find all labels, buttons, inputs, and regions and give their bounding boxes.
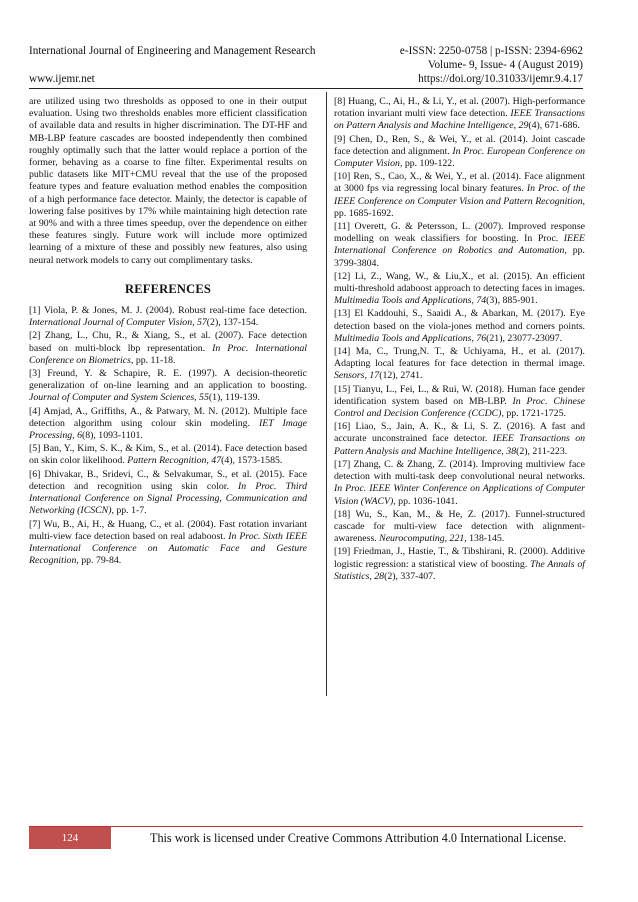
reference-pages: , 138-145. (464, 533, 505, 545)
reference-authors-title: [9] Chen, D., Ren, S., & Wei, Y., et al. (2014). Joint cascade face detection and alignment. (334, 133, 585, 157)
reference-authors-title: [5] Ban, Y., Kim, S. K., & Kim, S., et al. (2014). Face detection based on skin color likelihood. (29, 443, 307, 467)
journal-website[interactable]: www.ijemr.net (29, 73, 95, 85)
page-number-badge: 124 (29, 827, 111, 849)
right-column (334, 96, 585, 584)
reference-authors-title: [12] Li, Z., Wang, W., & Liu,X., et al. (2015). An efficient multi-threshold adaboost approach to detecting faces in images. (334, 270, 585, 295)
left-column (29, 96, 307, 568)
reference-authors-title: [8] Huang, C., Ai, H., & Li, Y., et al. (2007). High-performance rotation invariant multi view face detection. (334, 96, 585, 120)
volume-issue: Volume- 9, Issue- 4 (August 2019) (427, 59, 583, 71)
reference-venue: International Journal of Computer Vision, 57 (29, 317, 207, 329)
reference-item (29, 406, 307, 443)
reference-authors-title: [1] Viola, P. & Jones, M. J. (2004). Robust real-time face detection. (29, 305, 307, 317)
reference-pages: (2), 211-223. (516, 445, 568, 457)
reference-authors-title: [17] Zhang, C. & Zhang, Z. (2014). Improving multiview face detection with multi-task deep convolutional neural networks. (334, 458, 585, 483)
reference-pages: , pp. 11-18. (130, 354, 176, 366)
body-text: are utilized using two thresholds as opposed to one in their output evaluation. Using two thresholds enables more efficient classification of available data and results in higher discrimination. The DT-HF and MB-LBP feature cascades are boosted independently then combined roughly optimally such that the latter would replace a portion of the former, behaving as a coarse to fine filter. Experimental results on public datasets like MIT+CMU reveal that the use of the proposed feature types and feature evaluation method enables the composition of a high performance face detector. Mainly, the detector is capable of lowering false positives by 17% while maintaining high detection rate at 90% and with a three times speedup, over the dependence on either these features singly. Future work will include more optimized learning of a mixture of these and possibly new features, also using neural network models to carry out complimentary tasks. (29, 96, 307, 266)
reference-venue: The Annals of Statistics, 28 (334, 558, 585, 582)
reference-authors-title: [18] Wu, S., Kan, M., & He, Z. (2017). Funnel-structured cascade for multi-view face detection with alignment-awareness. (334, 508, 585, 545)
reference-authors-title: [19] Friedman, J., Hastie, T., & Tibshirani, R. (2000). Additive logistic regression: a statistical view of boosting. (334, 546, 585, 570)
reference-item (334, 221, 585, 270)
reference-venue: Neurocomputing, 221 (379, 533, 465, 545)
reference-authors-title: [10] Ren, S., Cao, X., & Wei, Y., et al. (2014). Face alignment at 3000 fps via regressing local binary features. (334, 171, 585, 195)
reference-authors-title: [13] El Kaddouhi, S., Saaidi A., & Abarkan, M. (2017). Eye detection based on the viola-jones method and corners points. (334, 308, 585, 332)
reference-venue: IEEE Transactions on Pattern Analysis and Machine Intelligence, 29 (334, 108, 585, 132)
reference-item (334, 421, 585, 458)
reference-list-right (334, 96, 585, 583)
reference-pages: (8), 1093-1101. (81, 430, 143, 442)
reference-venue: IET Image Processing, 6 (29, 417, 307, 442)
reference-pages: , pp. 1685-1692. (334, 195, 585, 219)
reference-pages: (3), 885-901. (486, 295, 538, 307)
reference-pages: , pp. 79-84. (76, 555, 122, 567)
reference-venue: IEEE International Conference on Robotics and Automation (334, 233, 585, 257)
reference-authors-title: [2] Zhang, L., Chu, R., & Xiang, S., et al. (2007). Face detection based on multi-block lbp representation. (29, 330, 307, 354)
references-heading: REFERENCES (124, 281, 212, 296)
reference-authors-title: [16] Liao, S., Jain, A. K., & Li, S. Z. (2016). A fast and accurate unconstrained face detector. (334, 421, 585, 445)
reference-venue: Multimedia Tools and Applications, 76 (334, 332, 487, 344)
reference-authors-title: [7] Wu, B., Ai, H., & Huang, C., et al. (2004). Fast rotation invariant multi-view face detection based on real adaboost. (29, 518, 307, 542)
reference-authors-title: [14] Ma, C., Trung,N. T., & Uchiyama, H., et al. (2017). Adapting local features for face detection in thermal image. (334, 346, 585, 370)
reference-venue: In Proc. Chinese Control and Decision Conference (CCDC) (334, 395, 585, 420)
reference-pages: (4), 671-686. (528, 120, 580, 132)
reference-venue: Multimedia Tools and Applications, 74 (334, 295, 487, 307)
reference-venue: In Proc. Sixth IEEE International Conference on Automatic Face and Gesture Recognition (29, 530, 307, 567)
reference-authors-title: [6] Dhivakar, B., Sridevi, C., & Selvakumar, S., et al. (2015). Face detection and recognition using skin color. (29, 468, 307, 492)
reference-pages: (21), 23077-23097. (486, 332, 563, 344)
reference-item (29, 330, 307, 367)
reference-item (334, 459, 585, 508)
reference-pages: , pp. 109-122. (399, 158, 455, 170)
reference-venue: IEEE Transactions on Pattern Analysis and Machine Intelligence, 38 (334, 433, 585, 457)
reference-venue: In Proc. of the IEEE Conference on Computer Vision and Pattern Recognition (334, 183, 585, 207)
reference-venue: In Proc. International Conference on Biometrics (29, 342, 307, 366)
reference-item (334, 96, 585, 133)
conclusion-paragraph (29, 96, 307, 267)
reference-venue: Pattern Recognition, 47 (127, 455, 222, 467)
reference-pages: , pp. 1036-1041. (393, 495, 458, 507)
reference-venue: In Proc. European Conference on Computer Vision (334, 145, 585, 170)
reference-item (334, 384, 585, 421)
reference-pages: , pp. 1721-1725. (501, 408, 566, 420)
reference-pages: , pp. 1-7. (111, 505, 147, 517)
reference-pages: (2), 337-407. (384, 570, 436, 582)
reference-venue: Sensors, 17 (334, 370, 380, 382)
reference-venue: In Proc. IEEE Winter Conference on Applications of Computer Vision (WACV) (334, 483, 585, 507)
column-divider (326, 92, 327, 696)
reference-pages: (1), 119-139. (208, 392, 260, 404)
reference-item (334, 171, 585, 220)
reference-item (334, 271, 585, 308)
reference-authors-title: [3] Freund, Y. & Schapire, R. E. (1997). A decision-theoretic generalization of on-line learning and an application to boosting. (29, 368, 307, 392)
reference-pages: (4), 1573-1585. (221, 455, 283, 467)
reference-list-left (29, 305, 307, 567)
reference-item (29, 519, 307, 568)
reference-item (29, 368, 307, 405)
reference-item (29, 469, 307, 518)
reference-venue: In Proc. Third International Conference on Signal Processing, Communication and Networking (ICSCN) (29, 480, 307, 517)
reference-authors-title: [11] Overett, G. & Petersson, L. (2007). Improved response modelling on weak classifiers for boosting. In Proc. (334, 221, 585, 245)
journal-name: International Journal of Engineering and Management Research (29, 45, 316, 57)
doi-link[interactable]: https://doi.org/10.31033/ijemr.9.4.17 (418, 73, 583, 85)
reference-authors-title: [4] Amjad, A., Griffiths, A., & Patwary, M. N. (2012). Multiple face detection algorithm using colour skin modeling. (29, 405, 307, 429)
reference-item (334, 509, 585, 546)
header-divider (29, 88, 583, 89)
reference-item (334, 546, 585, 583)
reference-authors-title: [15] Tianyu, L., Fei, L., & Rui, W. (2018). Human face gender identification system based on MB-LBP. (334, 383, 585, 407)
issn: e-ISSN: 2250-0758 | p-ISSN: 2394-6962 (399, 45, 583, 57)
reference-item (29, 305, 307, 329)
reference-pages: , pp. 3799-3804. (334, 245, 585, 269)
reference-item (334, 346, 585, 383)
footer-divider (29, 826, 583, 827)
reference-pages: (2), 137-154. (206, 317, 259, 329)
reference-venue: Journal of Computer and System Sciences, 55 (29, 392, 209, 404)
reference-item (334, 308, 585, 345)
reference-item (334, 134, 585, 171)
license-text: This work is licensed under Creative Commons Attribution 4.0 International License. (150, 831, 567, 845)
reference-item (29, 443, 307, 467)
reference-pages: (12), 2741. (379, 370, 423, 382)
